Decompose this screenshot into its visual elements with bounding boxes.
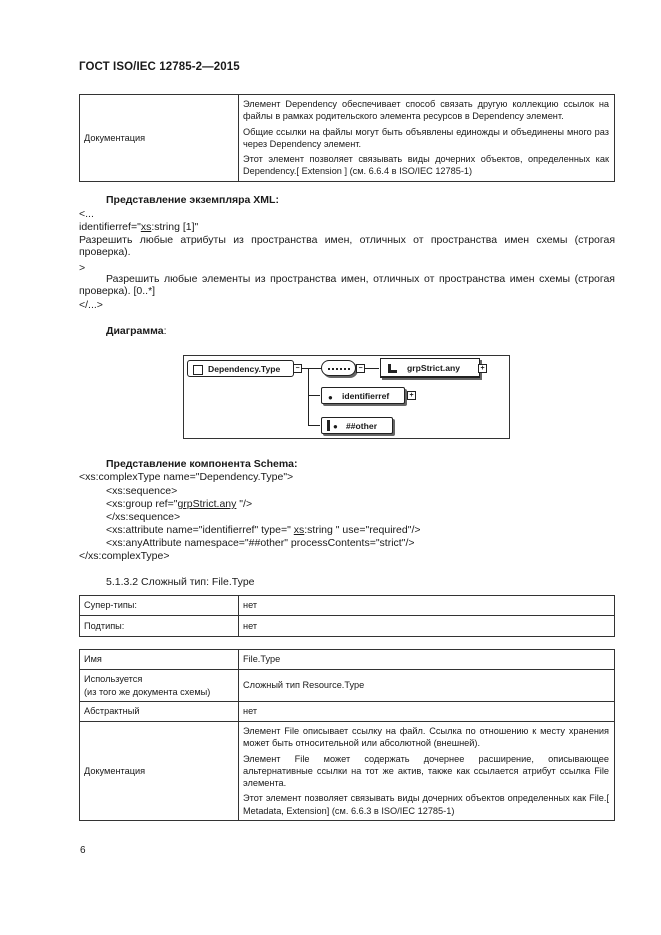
schema-line: <xs:sequence> — [106, 485, 178, 497]
subsection-title: 5.1.3.2 Сложный тип: File.Type — [106, 576, 255, 588]
subtypes-value: нет — [243, 620, 258, 631]
xml-section-title: Представление экземпляра XML: — [106, 194, 279, 206]
grpstrict-any-link[interactable]: grpStrict.any — [177, 498, 237, 510]
document-header: ГОСТ ISO/IEC 12785-2—2015 — [79, 61, 240, 73]
subtypes-value-cell — [239, 616, 615, 637]
schema-line: </xs:complexType> — [79, 550, 170, 562]
abstract-label: Абстрактный — [84, 706, 140, 717]
used-value: Сложный тип Resource.Type — [243, 680, 365, 691]
subtypes-label: Подтипы: — [84, 620, 125, 631]
any-attribute-bar-icon — [327, 420, 330, 431]
xml-attr-suffix: :string [1]" — [151, 221, 199, 233]
documentation-paragraph: Общие ссылки на файлы могут быть объявлены единожды и объединены много раз через Dependency элемент. — [243, 126, 609, 149]
connector-line — [308, 368, 309, 426]
name-label-cell — [80, 650, 239, 670]
supertypes-value-cell — [239, 596, 615, 616]
supertypes-label: Супер-типы: — [84, 600, 137, 611]
file-documentation-paragraph: Этот элемент позволяет связывать виды дочерних объектов определенных как File.[ Metadata, Extension] (см. 6.6.3 в ISO/IEC 12785-1) — [243, 793, 609, 816]
sequence-icon — [328, 368, 350, 370]
abstract-value: нет — [243, 706, 258, 717]
used-label: Используется — [84, 674, 143, 685]
name-value-cell — [239, 650, 615, 670]
schema-group-suffix: "/> — [236, 498, 253, 510]
schema-section-title: Представление компонента Schema: — [106, 458, 298, 470]
name-value: File.Type — [243, 654, 281, 665]
xml-any-element-description: Разрешить любые элементы из пространства имен, отличных от пространства имен схемы (строгая проверка). [0..*] — [79, 273, 615, 298]
used-label-cell — [80, 670, 239, 702]
supertypes-label-cell — [80, 596, 239, 616]
file-documentation-content-cell — [239, 722, 615, 821]
expand-icon[interactable]: − — [293, 364, 302, 373]
page-number: 6 — [80, 845, 86, 856]
diagram-attribute-label: identifierref — [342, 391, 390, 401]
schema-line: <xs:anyAttribute namespace="##other" processContents="strict"/> — [106, 537, 415, 549]
file-documentation-paragraph: Элемент File описывает ссылку на файл. Ссылка по отношению к месту хранения может быть относительной или абсолютной (внешней). — [243, 726, 609, 749]
schema-line: </xs:sequence> — [106, 511, 181, 523]
diagram-attribute-box[interactable] — [321, 387, 405, 404]
used-label-note: (из того же документа схемы) — [84, 686, 211, 697]
abstract-label-cell — [80, 702, 239, 722]
expand-icon[interactable]: − — [356, 364, 365, 373]
diagram-type-label: Dependency.Type — [208, 364, 281, 374]
expand-icon[interactable]: + — [478, 364, 487, 373]
schema-line: <xs:complexType name="Dependency.Type"> — [79, 471, 294, 483]
subtypes-label-cell — [80, 616, 239, 637]
schema-diagram — [183, 355, 510, 439]
file-documentation-label: Документация — [84, 765, 146, 776]
xml-line: </...> — [79, 299, 103, 311]
diagram-group-box[interactable] — [380, 358, 480, 378]
xs-link[interactable]: xs — [140, 221, 152, 233]
diagram-section-title — [106, 325, 167, 337]
attribute-icon: ● — [328, 393, 333, 402]
diagram-group-label: grpStrict.any — [407, 363, 461, 373]
name-label: Имя — [84, 654, 102, 665]
group-icon — [388, 364, 397, 373]
connector-line — [308, 395, 320, 396]
schema-group-prefix: <xs:group ref=" — [106, 498, 178, 510]
connector-line — [302, 368, 322, 369]
connector-line — [308, 425, 320, 426]
abstract-value-cell — [239, 702, 615, 722]
schema-attribute-line — [106, 524, 421, 536]
documentation-paragraph: Этот элемент позволяет связывать виды дочерних объектов, определенных как Dependency.[ Extension ] (см. 6.6.4 в ISO/IEC 12785-1) — [243, 154, 609, 177]
documentation-label: Документация — [84, 132, 146, 143]
expand-icon[interactable]: + — [407, 391, 416, 400]
schema-group-line — [106, 498, 252, 510]
documentation-content-cell — [239, 95, 615, 182]
documentation-paragraph: Элемент Dependency обеспечивает способ связать другую коллекцию ссылок на файлы в рамках родительского элемента ресурсов в Dependency элемент. — [243, 99, 609, 122]
xml-line: <... — [79, 208, 94, 220]
diagram-type-box[interactable] — [187, 360, 294, 377]
xml-attribute-line — [79, 221, 198, 233]
complex-type-icon — [193, 365, 203, 375]
file-documentation-label-cell — [80, 722, 239, 821]
diagram-any-attribute-box[interactable] — [321, 417, 393, 434]
xs-link[interactable]: xs — [293, 524, 305, 536]
schema-attr-prefix: <xs:attribute name="identifierref" type=" — [106, 524, 294, 536]
diagram-any-attribute-label: ##other — [346, 421, 378, 431]
sequence-compositor[interactable] — [321, 360, 356, 376]
xml-any-attribute-description: Разрешить любые атрибуты из пространства имен, отличных от пространства имен схемы (строгая проверка). — [79, 234, 615, 259]
diagram-title-text: Диаграмма — [106, 325, 164, 337]
xml-attr-prefix: identifierref=" — [79, 221, 141, 233]
file-type-table — [79, 649, 615, 821]
schema-attr-suffix: :string " use="required"/> — [304, 524, 421, 536]
xml-line: > — [79, 262, 86, 274]
dependency-documentation-table — [79, 94, 615, 182]
used-value-cell — [239, 670, 615, 702]
file-documentation-paragraph: Элемент File может содержать дочернее расширение, описывающее альтернативные ссылки на тот же актив, также как ссылается атрибут ссылка File элемента. — [243, 753, 609, 789]
supertypes-value: нет — [243, 600, 258, 611]
attribute-icon: ● — [333, 422, 338, 431]
types-table — [79, 595, 615, 637]
diagram-title-colon: : — [163, 325, 167, 337]
documentation-label-cell — [80, 95, 239, 182]
connector-line — [365, 368, 379, 369]
